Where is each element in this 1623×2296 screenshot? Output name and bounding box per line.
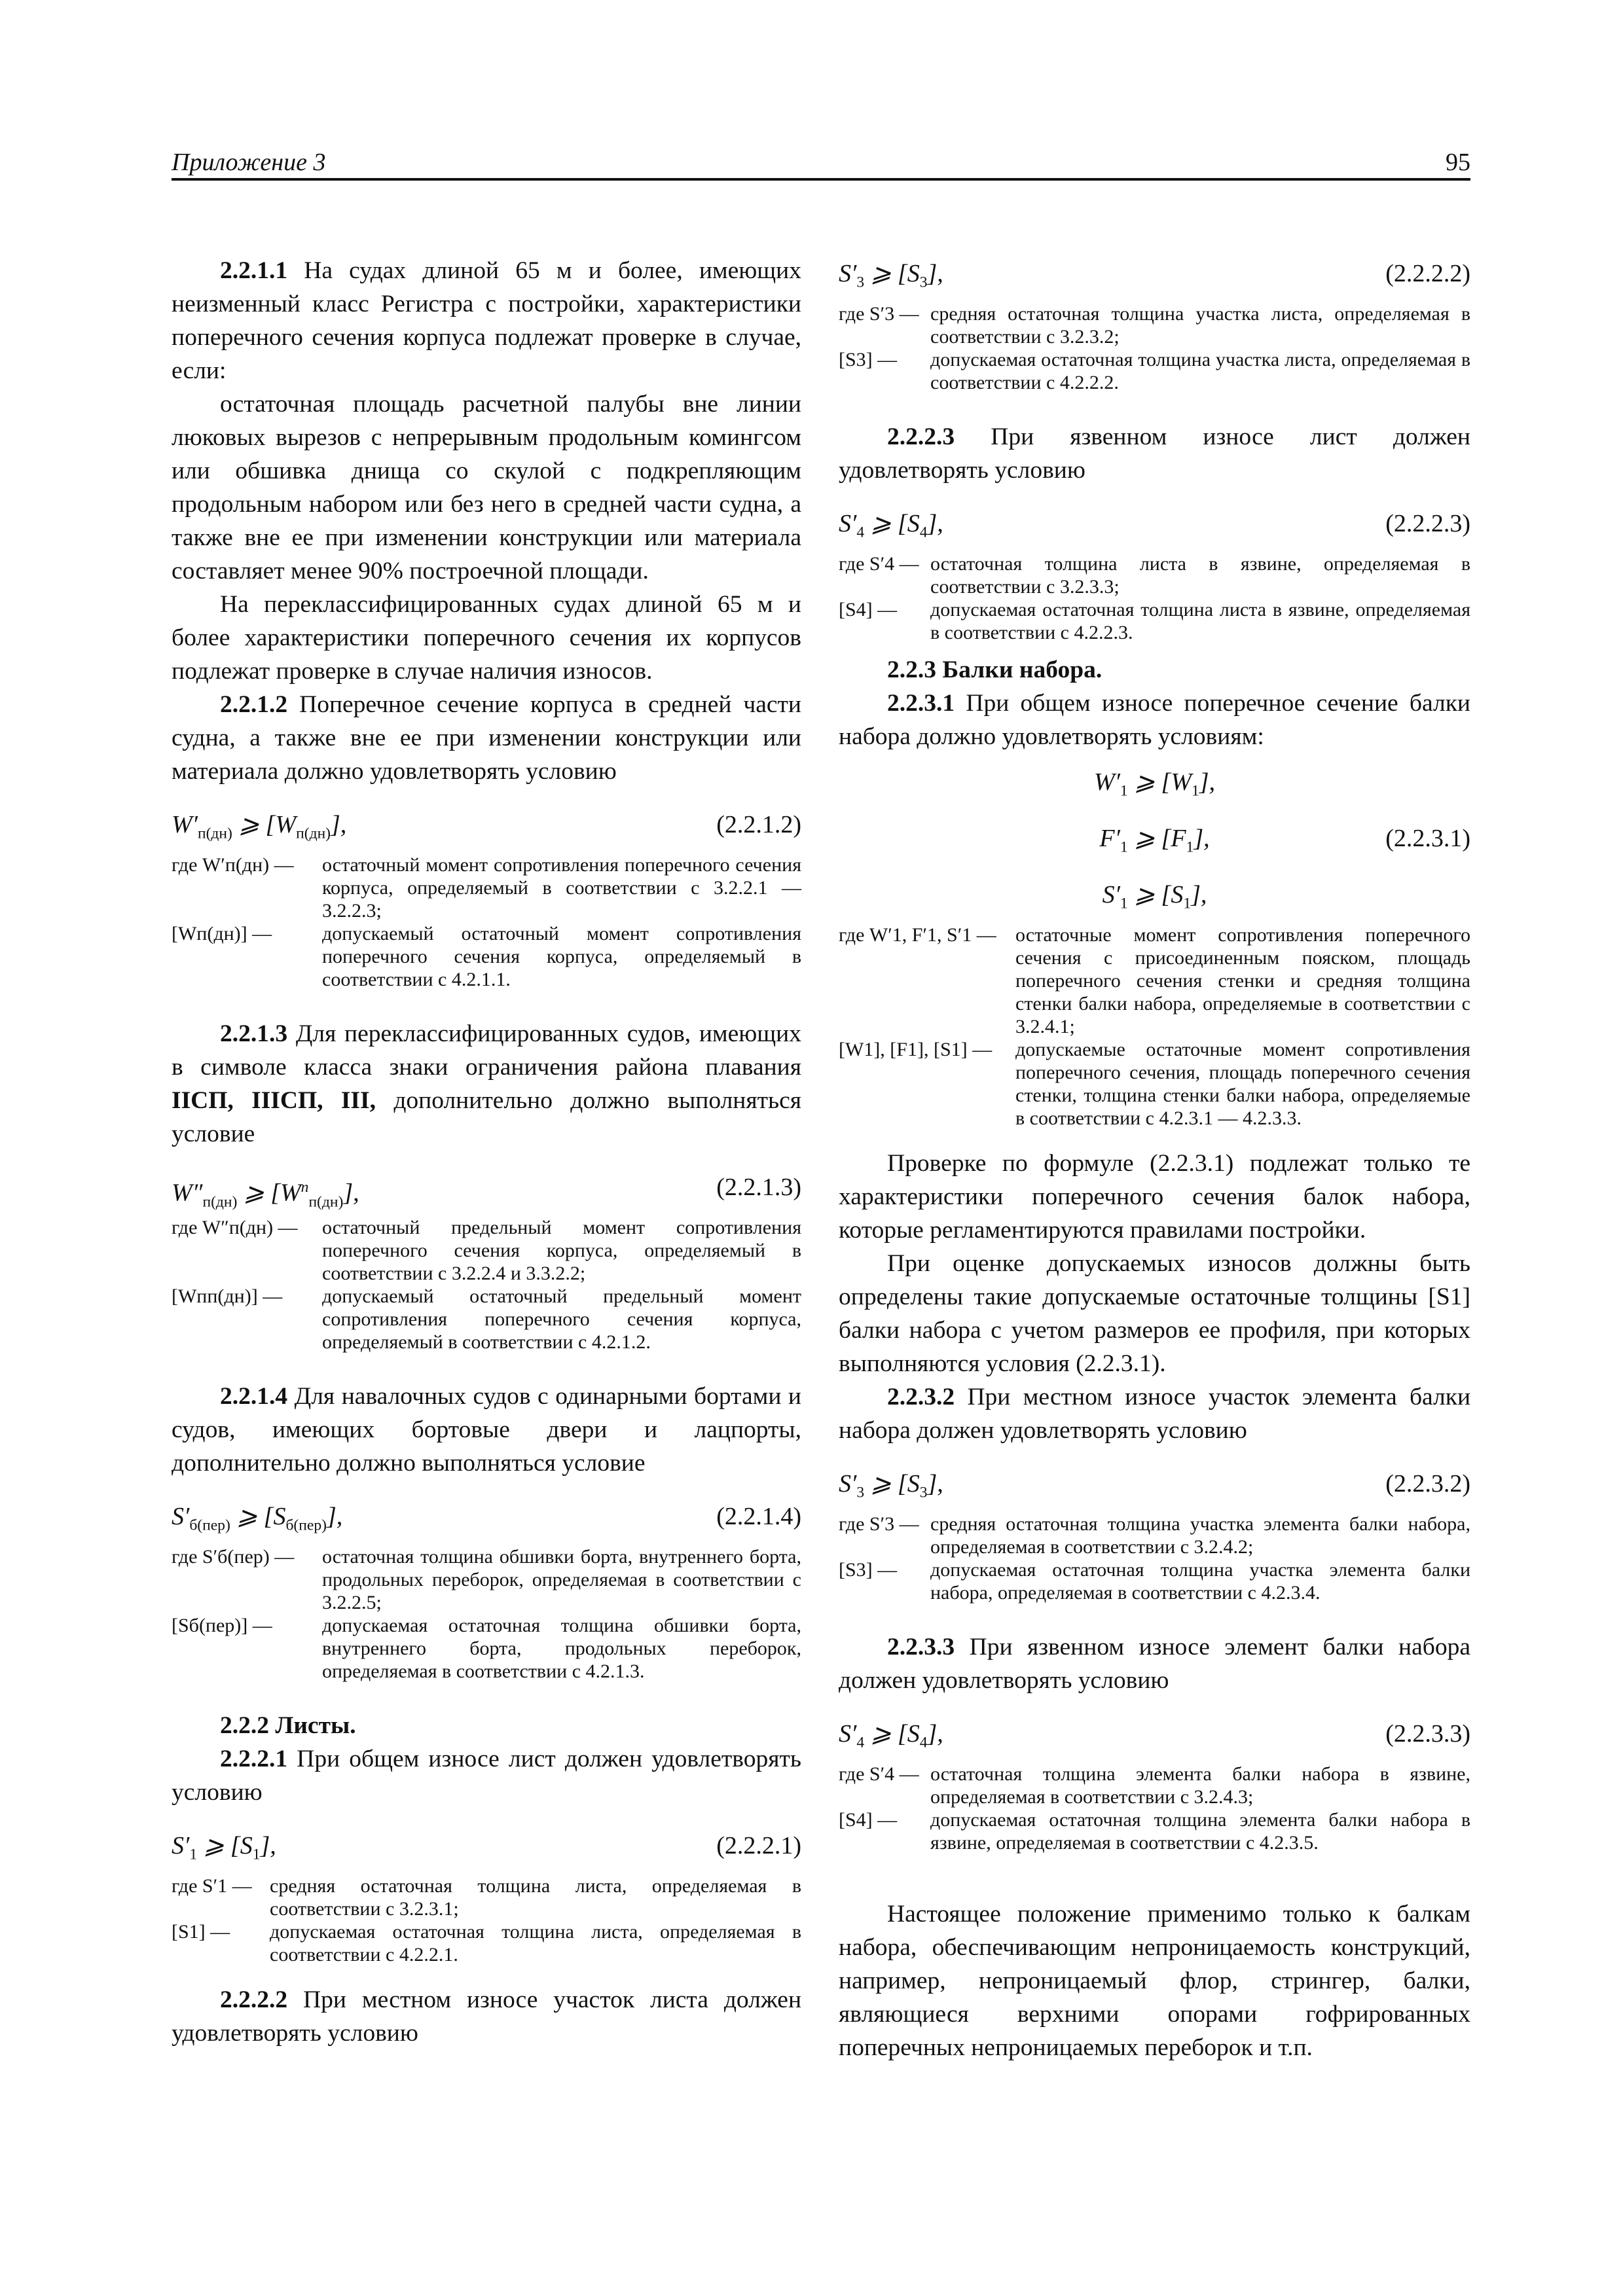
- definition: где S′1 — средняя остаточная толщина листа, определяемая в соответствии с 3.2.3.1;: [172, 1875, 801, 1920]
- paragraph-allowable-wear: При оценке допускаемых износов должны быть определены такие допускаемые остаточные толщины [S1] балки набора с учетом размеров ее профиля, при которых выполняются условия (2.2.3.1).: [839, 1250, 1470, 1377]
- formula-2-2-3-3: $S'_4$ ⩾ $[S_4]$, (2.2.3.3): [839, 1720, 1470, 1751]
- paragraph-2-2-1-4: 2.2.1.4 Для навалочных судов с одинарными бортами и судов, имеющих бортовые двери и лацпорты, дополнительно должно выполняться условие: [172, 1383, 802, 1477]
- definition: [S3] — допускаемая остаточная толщина участка листа, определяемая в соответствии с 4.2.2.2.: [839, 349, 1470, 393]
- definition: где W′п(дн) — остаточный момент сопротивления поперечного сечения корпуса, определяемый в соответствии с 3.2.2.1 — 3.2.2.3;: [172, 854, 801, 922]
- definition: где S′3 — средняя остаточная толщина участка элемента балки набора, определяемая в соответствии с 3.2.4.2;: [839, 1513, 1470, 1558]
- paragraph-2-2-2-3: 2.2.2.3 При язвенном износе лист должен удовлетворять условию: [839, 423, 1471, 484]
- definition: [S1] — допускаемая остаточная толщина листа, определяемая в соответствии с 4.2.2.1.: [172, 1921, 801, 1965]
- formula-2-2-1-4: $S'_{б(пер)}$ ⩾ $[S_{б(пер)}]$, (2.2.1.4): [172, 1503, 801, 1534]
- section-heading-sheets: 2.2.2 Листы.: [220, 1712, 356, 1739]
- paragraph-2-2-3-3: 2.2.3.3 При язвенном износе элемент балки набора должен удовлетворять условию: [839, 1634, 1470, 1694]
- definition: [Sб(пер)] — допускаемая остаточная толщина обшивки борта, внутреннего борта, продольных переборок, определяемая в соответствии с 4.2.1.3.: [172, 1615, 801, 1682]
- formula-2-2-3-1-b: $F'_1$ ⩾ $[F_1]$, (2.2.3.1): [1099, 825, 1470, 856]
- definition: где S′4 — остаточная толщина элемента балки набора в язвине, определяемая в соответствии с 3.2.4.3;: [839, 1763, 1470, 1808]
- definition: где S′3 — средняя остаточная толщина участка листа, определяемая в соответствии с 3.2.3.2;: [839, 303, 1470, 348]
- formula-2-2-3-2: $S'_3$ ⩾ $[S_3]$, (2.2.3.2): [839, 1470, 1470, 1501]
- header-title: Приложение 3: [172, 149, 326, 176]
- paragraph-2-2-3-1: 2.2.3.1 При общем износе поперечное сечение балки набора должно удовлетворять условиям:: [839, 690, 1470, 750]
- formula-2-2-2-3: $S'_4$ ⩾ $[S_4]$, (2.2.2.3): [839, 510, 1470, 541]
- header-rule: [172, 178, 1470, 181]
- definition: [W1], [F1], [S1] — допускаемые остаточные момент сопротивления поперечного сечения, площадь поперечного сечения стенки, толщина стенки балки набора, определяемые в соответствии с 4.2.3.1 — 4.2.3.3.: [839, 1039, 1470, 1129]
- formula-2-2-2-2: $S'_3$ ⩾ $[S_3]$, (2.2.2.2): [839, 260, 1470, 291]
- paragraph-2-2-2-2: 2.2.2.2 При местном износе участок листа должен удовлетворять условию: [172, 1986, 802, 2047]
- running-header: [172, 148, 1470, 181]
- definition: [Wп(дн)] — допускаемый остаточный момент сопротивления поперечного сечения корпуса, определяемый в соответствии с 4.2.1.1.: [172, 923, 801, 990]
- paragraph-2-2-1-2: 2.2.1.2 Поперечное сечение корпуса в средней части судна, а также вне ее при изменении конструкции или материала должно удовлетворять условию: [172, 691, 801, 785]
- formula-2-2-3-1-a: $W'_1$ ⩾ $[W_1]$,: [1093, 768, 1216, 800]
- formula-2-2-1-2: $W'_{п(дн)}$ ⩾ $[W_{п(дн)}]$, (2.2.1.2): [172, 811, 801, 842]
- right-column: [839, 254, 1470, 2064]
- formula-2-2-1-3: $W''_{п(дн)}$ ⩾ $[W^п_{п(дн)}]$, (2.2.1.3): [172, 1174, 801, 1211]
- definition: где W′1, F′1, S′1 — остаточные момент сопротивления поперечного сечения с присоединенным пояском, площадь поперечного сечения стенки и средняя толщина стенки балки набора, определяемые в соответствии с 3.2.4.1;: [839, 924, 1470, 1037]
- paragraph-2-2-2-1: 2.2.2.1 При общем износе лист должен удовлетворять условию: [172, 1746, 801, 1806]
- paragraph-2-2-1-3: 2.2.1.3 Для переклассифицированных судов, имеющих в символе класса знаки ограничения района плавания IIСП, IIIСП, III, дополнительно должно выполняться условие: [172, 1020, 802, 1147]
- definition: [Wпп(дн)] — допускаемый остаточный предельный момент сопротивления поперечного сечения корпуса, определяемый в соответствии с 4.2.1.2.: [172, 1285, 801, 1353]
- definition: где W″п(дн) — остаточный предельный момент сопротивления поперечного сечения корпуса, определяемый в соответствии с 3.2.2.4 и 3.3.2.2;: [172, 1217, 801, 1284]
- paragraph-2-2-1-1: 2.2.1.1 На судах длиной 65 м и более, имеющих неизменный класс Регистра с постройки, характеристики поперечного сечения корпуса подлежат проверке в случае, если:: [172, 257, 801, 384]
- paragraph-applicability: Настоящее положение применимо только к балкам набора, обеспечивающим непроницаемость конструкций, например, непроницаемый флор, стрингер, балки, являющиеся верхними опорами гофрированных поперечных непроницаемых переборок и т.п.: [839, 1901, 1470, 2061]
- paragraph-reclassified: На переклассифицированных судах длиной 65 м и более характеристики поперечного сечения их корпусов подлежат проверке в случае наличия износов.: [172, 591, 801, 685]
- definition: [S4] — допускаемая остаточная толщина листа в язвине, определяемая в соответствии с 4.2.2.3.: [839, 599, 1470, 643]
- formula-2-2-2-1: $S'_1$ ⩾ $[S_1]$, (2.2.2.1): [172, 1832, 801, 1863]
- page-number: 95: [1446, 149, 1470, 176]
- paragraph-formula-check: Проверке по формуле (2.2.3.1) подлежат только те характеристики поперечного сечения балок набора, которые регламентируются правилами постройки.: [839, 1150, 1470, 1244]
- definition: [S4] — допускаемая остаточная толщина элемента балки набора в язвине, определяемая в соответствии с 4.2.3.5.: [839, 1809, 1470, 1854]
- paragraph-deck-area: остаточная площадь расчетной палубы вне линии люковых вырезов с непрерывным продольным комингсом или обшивка днища со скулой с подкрепляющим продольным набором или без него в средней части судна, а также вне ее при изменении конструкции или материала составляет менее 90% построечной площади.: [172, 391, 801, 584]
- formula-2-2-3-1-c: $S'_1$ ⩾ $[S_1]$,: [1102, 881, 1207, 912]
- left-column: [172, 254, 801, 2050]
- definition: где S′4 — остаточная толщина листа в язвине, определяемая в соответствии с 3.2.3.3;: [839, 553, 1470, 598]
- definition: [S3] — допускаемая остаточная толщина участка элемента балки набора, определяемая в соответствии с 4.2.3.4.: [839, 1559, 1470, 1604]
- definition: где S′б(пер) — остаточная толщина обшивки борта, внутреннего борта, продольных переборок, определяемая в соответствии с 3.2.2.5;: [172, 1546, 801, 1613]
- section-heading-beams: 2.2.3 Балки набора.: [887, 656, 1103, 683]
- paragraph-2-2-3-2: 2.2.3.2 При местном износе участок элемента балки набора должен удовлетворять условию: [839, 1384, 1471, 1444]
